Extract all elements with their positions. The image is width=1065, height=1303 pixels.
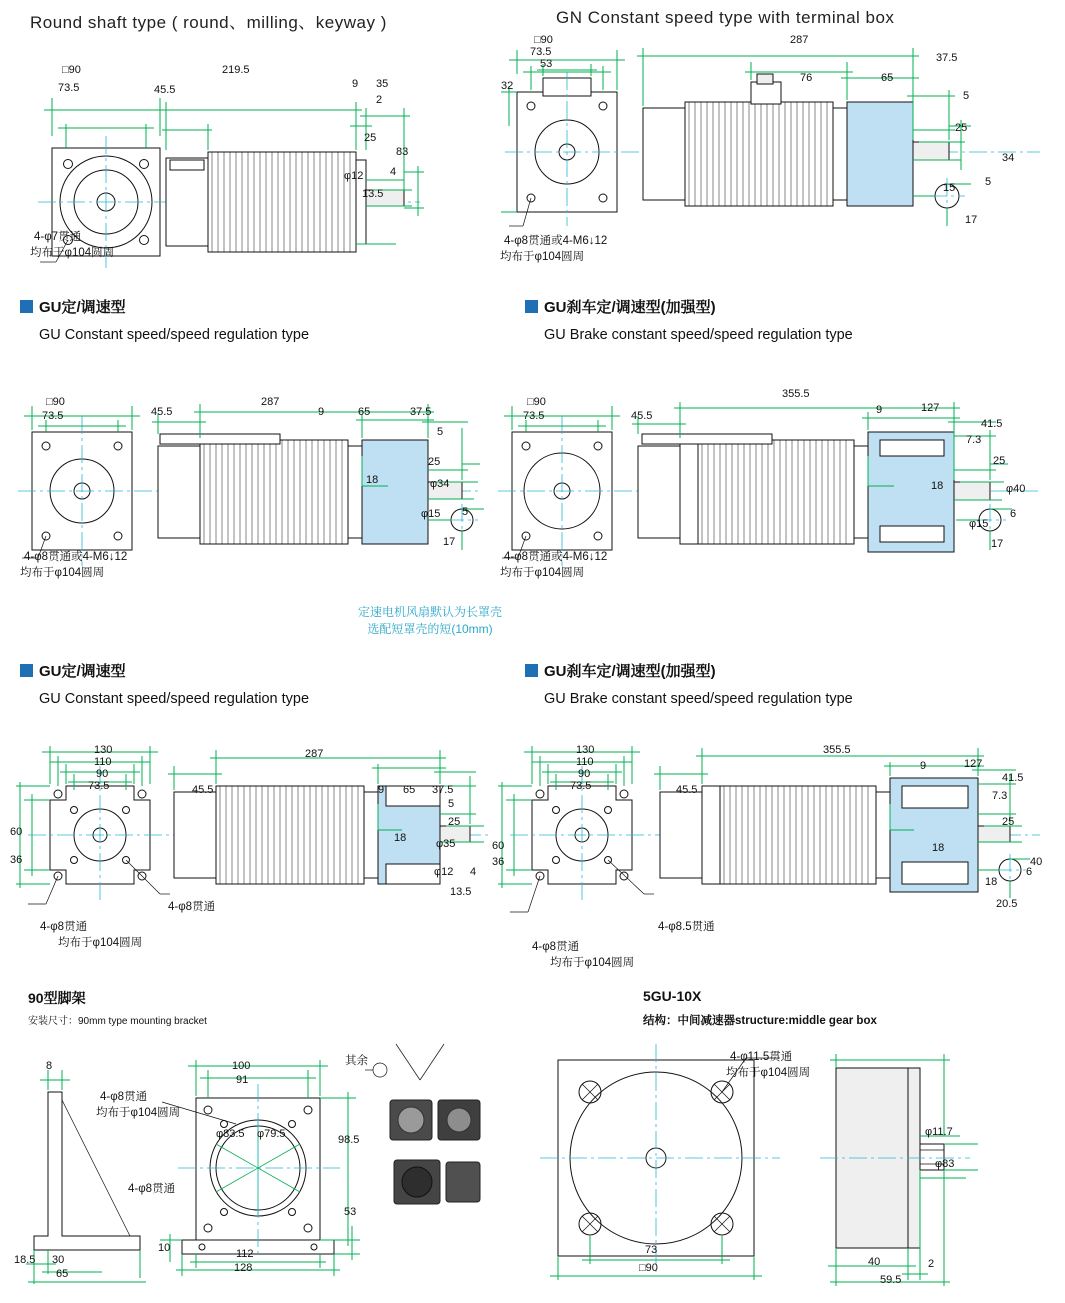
section-en-label: GU Brake constant speed/speed regulation type — [544, 691, 853, 707]
note-phi8-b-fig5: 4-φ8贯通 — [168, 901, 216, 913]
dim-40-fig6: 40 — [1030, 856, 1043, 868]
dim-185-fig7: 18.5 — [14, 1254, 36, 1266]
dim-phi40-fig4: φ40 — [1006, 483, 1026, 495]
dim-73-fig8: 73 — [645, 1244, 658, 1256]
dim-2195-fig1: 219.5 — [222, 64, 250, 76]
dim-595-fig8: 59.5 — [880, 1274, 902, 1286]
section-heading-gu-brake-right-2 — [525, 660, 853, 707]
dim-phi83-fig8: φ83 — [935, 1158, 955, 1170]
fan-cover-note — [300, 604, 560, 639]
note-phi8-m6-fig2: 4-φ8贯通或4-M6↓12 — [504, 235, 608, 247]
dim-375-fig2: 37.5 — [936, 52, 958, 64]
dim-30-fig7: 30 — [52, 1254, 65, 1266]
dim-73-fig4: 7.3 — [966, 434, 982, 446]
dim-9-fig3: 9 — [318, 406, 325, 418]
note-phi7-circ: 均布于φ104圆周 — [30, 247, 115, 259]
dim-455-fig4: 45.5 — [631, 410, 653, 422]
note-phi8-b-fig7: 4-φ8贯通 — [128, 1183, 176, 1195]
dim-40-fig8: 40 — [868, 1256, 881, 1268]
dim-65-fig3: 65 — [358, 406, 371, 418]
note-circ104-fig5: 均布于φ104圆周 — [58, 937, 143, 949]
dim-287-fig3: 287 — [261, 396, 280, 408]
figure-gu-brake-flange — [492, 742, 1052, 942]
dim-25-fig6: 25 — [1002, 816, 1015, 828]
note-phi8-m6-fig4: 4-φ8贯通或4-M6↓12 — [504, 551, 608, 563]
gearbox-subtitle: 结构：中间减速器structure:middle gear box — [643, 1015, 877, 1027]
bracket-subtitle: 安装尺寸：90mm type mounting bracket — [28, 1016, 207, 1027]
dim-91-fig7: 91 — [236, 1074, 249, 1086]
section-cn-label: GU刹车定/调速型(加强型) — [544, 299, 716, 316]
dim-375-fig5: 37.5 — [432, 784, 454, 796]
dim-4-fig5: 4 — [470, 866, 477, 878]
dim-287-fig5: 287 — [305, 748, 324, 760]
dim-112-fig7: 112 — [236, 1248, 254, 1260]
dim-127-fig4: 127 — [921, 402, 940, 414]
dim-phi12-fig1: φ12 — [344, 170, 364, 182]
bullet-square-icon — [20, 300, 33, 313]
dim-130-fig6: 130 — [576, 744, 595, 756]
dim-32-fig2: 32 — [501, 80, 514, 92]
gearbox-title: 5GU-10X — [643, 988, 702, 1004]
bullet-square-icon — [525, 300, 538, 313]
dim-9-fig1: 9 — [352, 78, 359, 90]
dim-735-fig2: 73.5 — [530, 46, 552, 58]
note-phi8-m6-fig3: 4-φ8贯通或4-M6↓12 — [24, 551, 128, 563]
dim-127-fig6: 127 — [964, 758, 983, 770]
dim-36-fig6: 36 — [492, 856, 505, 868]
dim-18-fig5: 18 — [394, 832, 407, 844]
bullet-square-icon — [20, 664, 33, 677]
dim-90-fig5: 90 — [96, 768, 109, 780]
dim-90-fig6: 90 — [578, 768, 591, 780]
section-cn-label: GU刹车定/调速型(加强型) — [544, 663, 716, 680]
dim-10-fig7: 10 — [158, 1242, 171, 1254]
dim-25-fig2: 25 — [955, 122, 968, 134]
note-phi85-fig6: 4-φ8.5贯通 — [658, 921, 715, 933]
page-title-right: GN Constant speed type with terminal box — [556, 8, 895, 27]
dim-sq90-fig2: □90 — [534, 34, 553, 46]
note-phi8-fig6: 4-φ8贯通 — [532, 941, 580, 953]
note-circ104-fig2: 均布于φ104圆周 — [500, 251, 585, 263]
dim-455-fig5: 45.5 — [192, 784, 214, 796]
dim-25-fig1: 25 — [364, 132, 377, 144]
note-circ104-fig8: 均布于φ104圆周 — [726, 1067, 811, 1079]
dim-135-fig1: 13.5 — [362, 188, 384, 200]
dim-100-fig7: 100 — [232, 1060, 251, 1072]
dim-2-fig8: 2 — [928, 1258, 935, 1270]
dim-phi835-fig7: φ83.5 — [216, 1128, 245, 1140]
dim-5-fig3: 5 — [437, 426, 444, 438]
dim-5b-fig3: 5 — [462, 506, 469, 518]
section-en-label: GU Constant speed/speed regulation type — [39, 327, 310, 343]
dim-73-fig6: 7.3 — [992, 790, 1008, 802]
section-heading-gu-brake-right — [525, 296, 853, 343]
dim-83-fig1: 83 — [396, 146, 409, 158]
dim-60-fig6: 60 — [492, 840, 505, 852]
dim-735-fig6: 73.5 — [570, 780, 592, 792]
dim-6-fig6: 6 — [1026, 866, 1033, 878]
dim-735-fig5: 73.5 — [88, 780, 110, 792]
dim-3555-fig6: 355.5 — [823, 744, 851, 756]
dim-18b-fig6: 18 — [985, 876, 998, 888]
dim-130-fig5: 130 — [94, 744, 113, 756]
dim-sq90-fig1: □90 — [62, 64, 81, 76]
dim-8-fig7: 8 — [46, 1060, 53, 1072]
dim-53-fig7: 53 — [344, 1206, 357, 1218]
dim-sq90-fig4: □90 — [527, 396, 546, 408]
dim-phi34-fig3: φ34 — [430, 478, 450, 490]
dim-17-fig2: 17 — [965, 214, 978, 226]
dim-3555-fig4: 355.5 — [782, 388, 810, 400]
dim-110-fig6: 110 — [576, 756, 594, 768]
dim-phi35-fig5: φ35 — [436, 838, 456, 850]
dim-65-fig7: 65 — [56, 1268, 69, 1280]
dim-4-fig1: 4 — [390, 166, 397, 178]
note-phi8-fig7: 4-φ8贯通 — [100, 1091, 148, 1103]
dim-5b-fig2: 5 — [985, 176, 992, 188]
dim-25-fig4: 25 — [993, 455, 1006, 467]
section-en-label: GU Constant speed/speed regulation type — [39, 691, 310, 707]
dim-18-fig6: 18 — [932, 842, 945, 854]
note-circ104-fig6: 均布于φ104圆周 — [550, 957, 635, 969]
note-phi8-fig5: 4-φ8贯通 — [40, 921, 88, 933]
dim-15-fig2: 15 — [943, 182, 956, 194]
dim-phi15-fig4: φ15 — [969, 518, 989, 530]
dim-110-fig5: 110 — [94, 756, 112, 768]
dim-735-fig1: 73.5 — [58, 82, 80, 94]
dim-2-fig1: 2 — [376, 94, 383, 106]
dim-18-fig4: 18 — [931, 480, 944, 492]
dim-287-fig2: 287 — [790, 34, 809, 46]
dim-36-fig5: 36 — [10, 854, 23, 866]
dim-5-fig5: 5 — [448, 798, 455, 810]
dim-5-fig2: 5 — [963, 90, 970, 102]
dim-65-fig2: 65 — [881, 72, 894, 84]
dim-455-fig3: 45.5 — [151, 406, 173, 418]
dim-phi117-fig8: φ11.7 — [925, 1126, 953, 1138]
dim-35-fig1: 35 — [376, 78, 389, 90]
dim-18-fig3: 18 — [366, 474, 379, 486]
dim-205-fig6: 20.5 — [996, 898, 1018, 910]
section-heading-gu-const-left — [20, 296, 309, 343]
dim-375-fig3: 37.5 — [410, 406, 432, 418]
section-heading-gu-const-left-2 — [20, 660, 309, 707]
dim-455-fig1: 45.5 — [154, 84, 176, 96]
dim-9-fig5: 9 — [378, 784, 385, 796]
dim-415-fig4: 41.5 — [981, 418, 1003, 430]
dim-60-fig5: 60 — [10, 826, 23, 838]
bullet-square-icon — [525, 664, 538, 677]
figure-gu-constant-flange — [10, 742, 500, 942]
note-circ104-fig3: 均布于φ104圆周 — [20, 567, 105, 579]
note-phi115-fig8: 4-φ11.5贯通 — [730, 1051, 793, 1063]
note-phi7: 4-φ7贯通 — [34, 231, 82, 243]
dim-sq90-fig3: □90 — [46, 396, 65, 408]
dim-phi795-fig7: φ79.5 — [257, 1128, 286, 1140]
dim-53-fig2: 53 — [540, 58, 553, 70]
note-circ104-fig4: 均布于φ104圆周 — [500, 567, 585, 579]
section-cn-label: GU定/调速型 — [39, 663, 126, 680]
dim-455-fig6: 45.5 — [676, 784, 698, 796]
dim-135-fig5: 13.5 — [450, 886, 472, 898]
dim-415-fig6: 41.5 — [1002, 772, 1024, 784]
dim-735-fig4: 73.5 — [523, 410, 545, 422]
note-circ104-fig7: 均布于φ104圆周 — [96, 1107, 181, 1119]
dim-65-fig5: 65 — [403, 784, 416, 796]
fan-cover-note-line2: 选配短罩壳的短(10mm) — [367, 622, 493, 637]
page-title-left: Round shaft type ( round、milling、keyway ) — [30, 13, 387, 32]
surface-finish-note: 其余 — [345, 1055, 368, 1067]
dim-6-fig4: 6 — [1010, 508, 1017, 520]
section-cn-label: GU定/调速型 — [39, 299, 126, 316]
dim-sq90-fig8: □90 — [639, 1262, 658, 1274]
section-en-label: GU Brake constant speed/speed regulation type — [544, 327, 853, 343]
fan-cover-note-line1: 定速电机风扇默认为长罩壳 — [357, 605, 502, 619]
dim-9-fig4: 9 — [876, 404, 883, 416]
dim-76-fig2: 76 — [800, 72, 813, 84]
dim-17-fig3: 17 — [443, 536, 456, 548]
dim-phi15-fig3: φ15 — [421, 508, 441, 520]
dim-phi12-fig5: φ12 — [434, 866, 454, 878]
dim-735-fig3: 73.5 — [42, 410, 64, 422]
dim-25-fig5: 25 — [448, 816, 461, 828]
dim-128-fig7: 128 — [234, 1262, 253, 1274]
dim-34-fig2: 34 — [1002, 152, 1015, 164]
dim-9-fig6: 9 — [920, 760, 927, 772]
bracket-title: 90型脚架 — [28, 990, 86, 1006]
dim-985-fig7: 98.5 — [338, 1134, 360, 1146]
dim-25-fig3: 25 — [428, 456, 441, 468]
dim-17-fig4: 17 — [991, 538, 1004, 550]
